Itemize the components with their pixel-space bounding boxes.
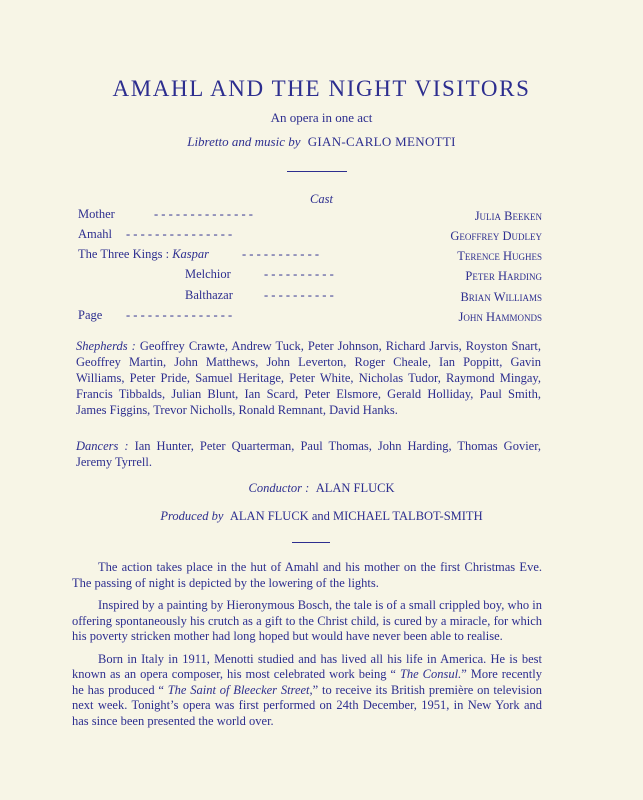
producer-and: and bbox=[311, 509, 330, 523]
divider-middle bbox=[292, 542, 330, 543]
shepherds-label: Shepherds : bbox=[76, 339, 136, 353]
cast-role: Mother bbox=[78, 207, 115, 221]
synopsis-paragraph-2: Inspired by a painting by Hieronymous Bosch, the tale is of a small crippled boy, who in offering spontaneously his crutch as a gift to the Christ child, is cured by a miracle, for which his poverty stricken mother had long hoped but would have never been able to realise. bbox=[72, 598, 542, 643]
cast-leader-dots: - - - - - - - - - - - bbox=[242, 247, 320, 261]
shepherds-list bbox=[76, 338, 541, 418]
cast-role-sub: Melchior bbox=[185, 267, 231, 281]
dancers-names: Ian Hunter, Peter Quarterman, Paul Thomas, John Harding, Thomas Govier, Jeremy Tyrrell. bbox=[76, 439, 542, 469]
p3-part-b: ” More recently he has produced “ bbox=[72, 667, 542, 697]
cast-leader-dots: - - - - - - - - - - bbox=[264, 288, 334, 302]
conductor-name: ALAN FLUCK bbox=[315, 481, 395, 495]
cast-role: Page bbox=[78, 308, 103, 322]
cast-role: Amahl bbox=[78, 227, 113, 241]
cast-actor: Brian Williams bbox=[460, 290, 542, 304]
cast-heading: Cast bbox=[310, 192, 333, 206]
libretto-credit bbox=[0, 134, 643, 150]
synopsis bbox=[72, 560, 542, 729]
producer-label: Produced by bbox=[160, 509, 224, 523]
libretto-label: Libretto and music by bbox=[187, 134, 301, 149]
producer-credit bbox=[0, 509, 643, 524]
cast-leader-dots: - - - - - - - - - - bbox=[264, 267, 334, 281]
cast-row bbox=[78, 247, 542, 265]
cast-actor: Julia Beeken bbox=[474, 209, 542, 223]
synopsis-paragraph-1: The action takes place in the hut of Amahl and his mother on the first Christmas Eve. The passing of night is depicted by the lowering of the lights. bbox=[72, 560, 542, 590]
cast-role-sub: Kaspar bbox=[172, 247, 210, 261]
cast-leader-dots: - - - - - - - - - - - - - - bbox=[154, 207, 253, 221]
cast-leader-dots: - - - - - - - - - - - - - - - bbox=[126, 227, 233, 241]
cast-role bbox=[78, 247, 209, 262]
cast-role-sub: Balthazar bbox=[185, 288, 233, 302]
cast-actor: John Hammonds bbox=[458, 310, 542, 324]
cast-actor: Geoffrey Dudley bbox=[450, 229, 542, 243]
cast-actor: Terence Hughes bbox=[457, 249, 542, 263]
cast-leader-dots: - - - - - - - - - - - - - - - bbox=[126, 308, 233, 322]
work-title-saint: The Saint of Bleecker Street, bbox=[167, 682, 313, 697]
subtitle: An opera in one act bbox=[270, 110, 373, 125]
cast-row bbox=[78, 227, 542, 245]
cast-row bbox=[78, 308, 542, 326]
p3-part-c: ” to receive its British première on television next week. Tonight’s opera was first performed on 24th December, 1951, in New York and has since been presented the world over. bbox=[72, 682, 542, 728]
conductor-credit bbox=[0, 481, 643, 496]
shepherds-names: Geoffrey Crawte, Andrew Tuck, Peter Johnson, Richard Jarvis, Royston Snart, Geoffrey Martin, John Matthews, John Leverton, Roger Cheale, Ian Poppitt, Gavin Williams, Peter Pride, Samuel Heritage, Peter White, Nicholas Tudor, Raymond Mingay, Francis Tibbalds, Julian Blunt, Ian Scard, Peter Elsmore, Gerald Holliday, Paul Smith, James Figgins, Trevor Nicholls, Ronald Remnant, David Hanks. bbox=[76, 339, 542, 417]
cast-row bbox=[78, 207, 542, 225]
page-title: AMAHL AND THE NIGHT VISITORS bbox=[112, 76, 531, 101]
producer-name-1: ALAN FLUCK bbox=[229, 509, 309, 523]
producer-name-2: MICHAEL TALBOT-SMITH bbox=[333, 509, 483, 523]
work-title-consul: The Consul. bbox=[399, 667, 462, 681]
cast-row bbox=[78, 267, 542, 285]
synopsis-paragraph-3 bbox=[72, 652, 542, 730]
cast-role-group: The Three Kings : bbox=[78, 247, 170, 261]
divider-top bbox=[287, 171, 347, 172]
dancers-label: Dancers : bbox=[76, 439, 129, 453]
p3-part-a: Born in Italy in 1911, Menotti studied and has lived all his life in America. He is best known as an opera composer, his most celebrated work being “ bbox=[72, 651, 542, 681]
cast-actor: Peter Harding bbox=[465, 269, 542, 283]
dancers-list bbox=[76, 438, 541, 470]
cast-row bbox=[78, 288, 542, 306]
conductor-label: Conductor : bbox=[248, 481, 310, 495]
composer-name: GIAN-CARLO MENOTTI bbox=[307, 134, 456, 149]
